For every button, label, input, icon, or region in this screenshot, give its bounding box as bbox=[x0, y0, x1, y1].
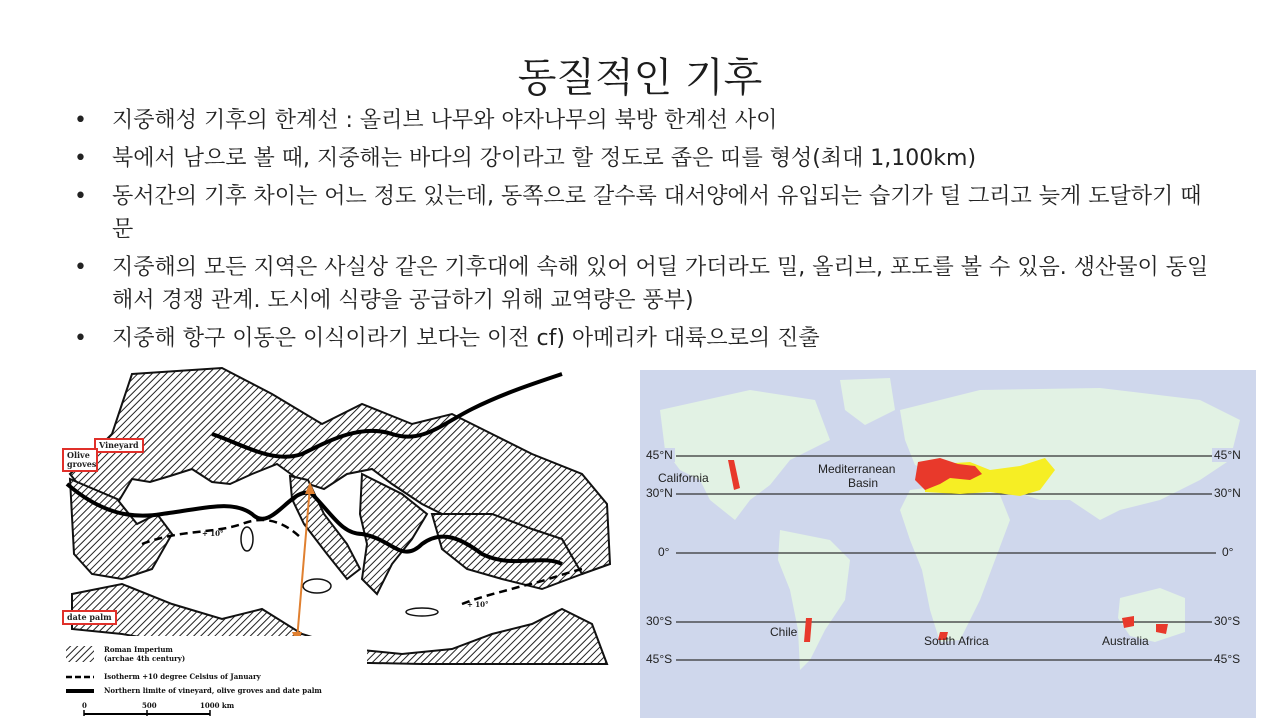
isotherm-label: + 10° bbox=[202, 529, 224, 538]
region-label-mediterranean-line1: Mediterranean bbox=[818, 462, 896, 476]
lat-label-right-0: 0° bbox=[1222, 545, 1234, 559]
lat-label-right-45s: 45°S bbox=[1214, 652, 1241, 666]
australia-sw-zone bbox=[1122, 616, 1134, 628]
roman-imperium-italy bbox=[290, 476, 360, 579]
crete-island bbox=[406, 608, 438, 616]
historical-map-drawing bbox=[62, 364, 622, 720]
bullet-dot: • bbox=[74, 184, 87, 209]
lat-label-right-30n: 30°N bbox=[1214, 486, 1241, 500]
legend-limit-text: Northern limite of vineyard, olive groves and date palm bbox=[104, 686, 322, 695]
date-palm-tag: date palm bbox=[62, 610, 117, 625]
bullet-item bbox=[72, 322, 1222, 355]
bullet-dot: • bbox=[74, 326, 87, 351]
scale-label-end: 1000 km bbox=[200, 701, 235, 710]
scale-label-mid: 500 bbox=[142, 701, 157, 710]
bullet-text: 지중해성 기후의 한계선 : 올리브 나무와 야자나무의 북방 한계선 사이 bbox=[112, 108, 778, 133]
world-climate-map bbox=[640, 370, 1256, 718]
bullet-text: 지중해의 모든 지역은 사실상 같은 기후대에 속해 있어 어딜 가더라도 밀, 올리브, 포도를 볼 수 있음. 생산물이 동일해서 경쟁 관계. 도시에 식량을 공급하기 위해 교역량은 풍부) bbox=[112, 255, 1209, 313]
bullet-text: 지중해 항구 이동은 이식이라기 보다는 이전 cf) 아메리카 대륙으로의 진출 bbox=[112, 326, 820, 351]
sardinia-island bbox=[241, 527, 253, 551]
legend-isotherm-text: Isotherm +10 degree Celsius of January bbox=[104, 672, 261, 681]
bullet-dot: • bbox=[74, 146, 87, 171]
world-map-drawing bbox=[640, 370, 1256, 718]
lat-label-left-45n: 45°N bbox=[646, 448, 673, 462]
region-label-mediterranean-line2: Basin bbox=[848, 476, 879, 490]
lat-label-right-30s: 30°S bbox=[1214, 614, 1241, 628]
vineyard-tag: Vineyard bbox=[94, 438, 144, 453]
north-america-land bbox=[660, 390, 830, 520]
lat-label-left-45s: 45°S bbox=[646, 652, 673, 666]
lat-label-left-30s: 30°S bbox=[646, 614, 673, 628]
south-america-land bbox=[778, 530, 850, 670]
bullet-dot: • bbox=[74, 255, 87, 280]
mediterranean-historical-map bbox=[62, 364, 622, 720]
lat-label-left-0: 0° bbox=[658, 545, 670, 559]
legend-roman-line1: Roman Imperium bbox=[104, 645, 173, 654]
bullet-item bbox=[72, 142, 1222, 175]
lat-label-right-45n: 45°N bbox=[1214, 448, 1241, 462]
region-label-australia: Australia bbox=[1102, 634, 1149, 648]
lat-label-left-30n: 30°N bbox=[646, 486, 673, 500]
scale-label-zero: 0 bbox=[82, 701, 87, 710]
bullet-list bbox=[72, 104, 1222, 360]
legend-hatch-swatch bbox=[66, 646, 94, 662]
africa-land bbox=[900, 482, 1010, 642]
sicily-island bbox=[303, 579, 331, 593]
bullet-text: 북에서 남으로 볼 때, 지중해는 바다의 강이라고 할 정도로 좁은 띠를 형성(최대 1,100km) bbox=[112, 146, 977, 171]
region-label-south-africa: South Africa bbox=[924, 634, 989, 648]
olive-groves-tag: Olive groves bbox=[62, 448, 98, 472]
legend-roman-line2: (archae 4th century) bbox=[104, 654, 186, 663]
bullet-item bbox=[72, 180, 1222, 246]
greenland-land bbox=[840, 378, 895, 425]
isotherm-label: + 10° bbox=[467, 600, 489, 609]
region-label-chile: Chile bbox=[770, 625, 798, 639]
bullet-item bbox=[72, 251, 1222, 317]
bullet-text: 동서간의 기후 차이는 어느 정도 있는데, 동쪽으로 갈수록 대서양에서 유입되는 습기가 덜 그리고 늦게 도달하기 때문 bbox=[112, 184, 1202, 242]
slide-title: 동질적인 기후 bbox=[517, 55, 763, 101]
region-label-california: California bbox=[658, 471, 709, 485]
bullet-dot: • bbox=[74, 108, 87, 133]
bullet-item bbox=[72, 104, 1222, 137]
